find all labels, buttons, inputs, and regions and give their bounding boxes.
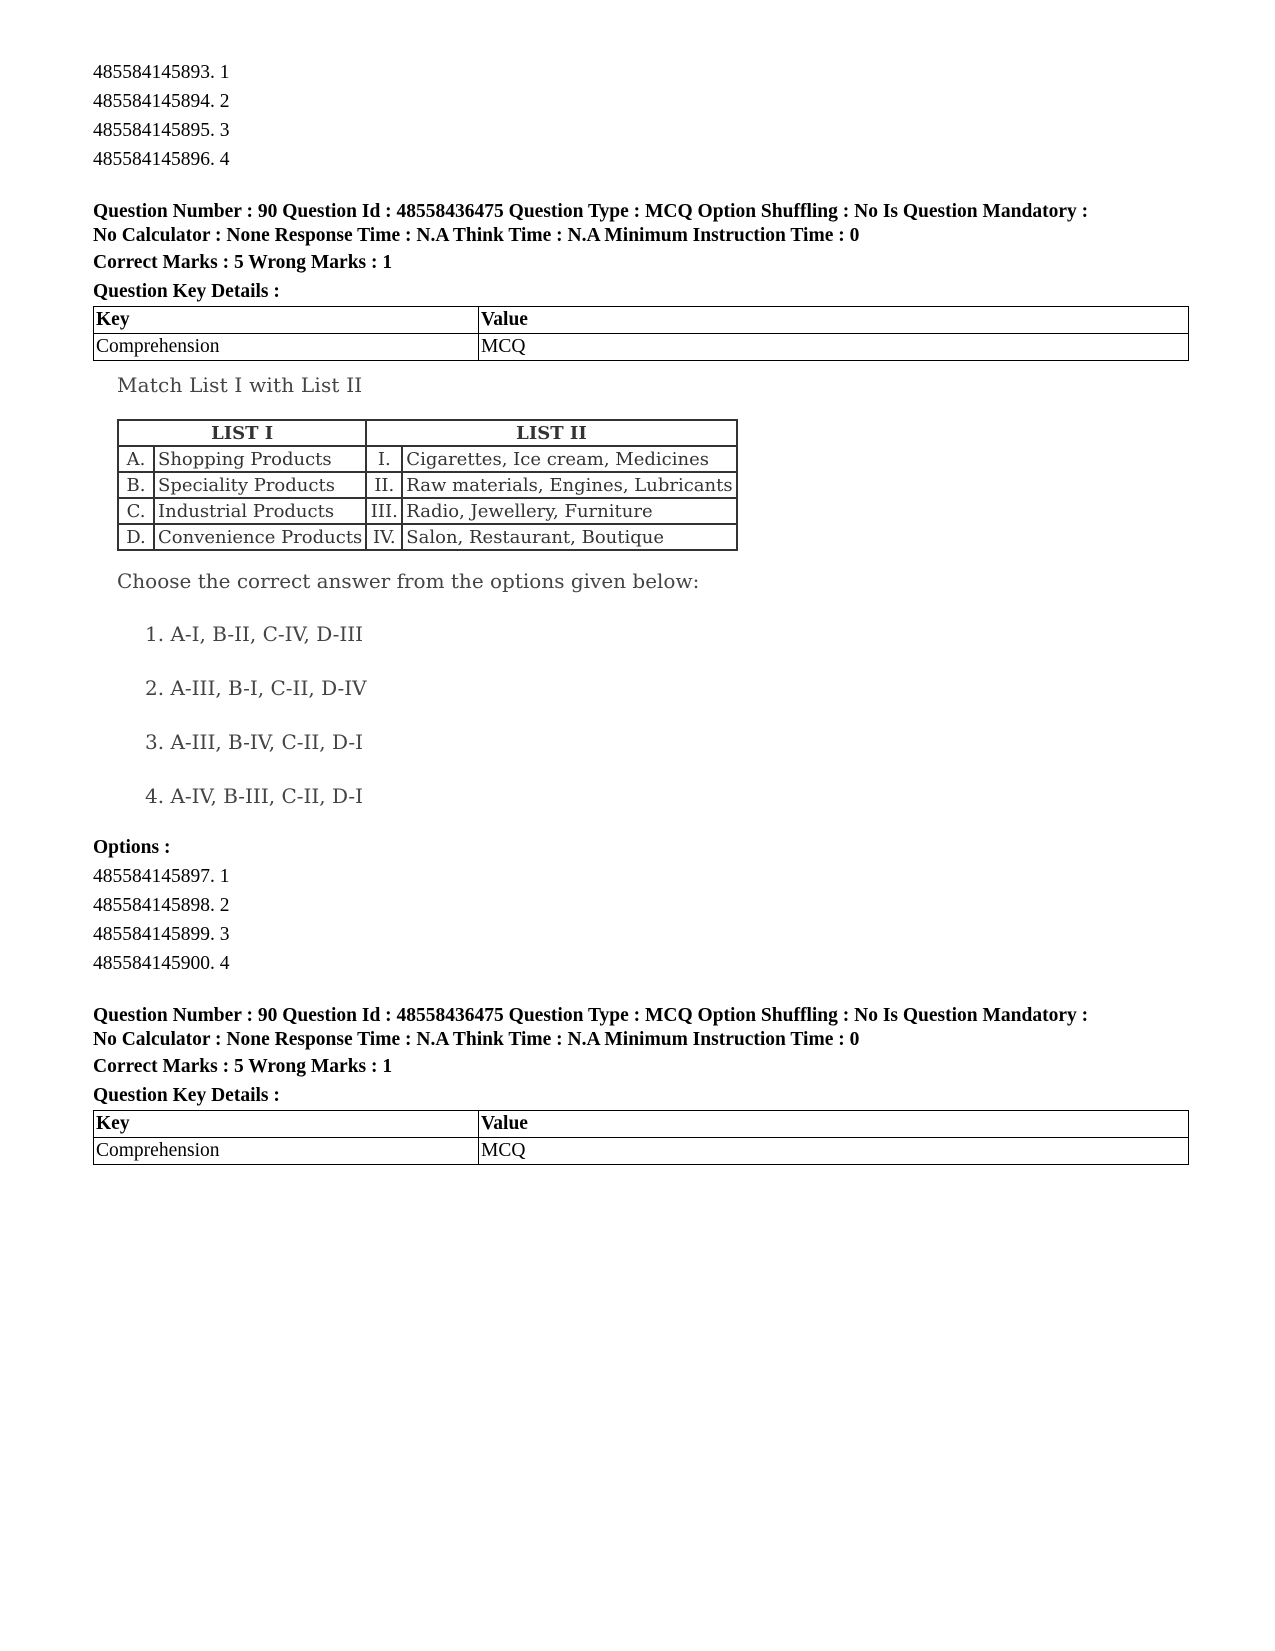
list1-letter: D.: [118, 524, 154, 550]
key-cell: Comprehension: [94, 334, 479, 361]
option-item: 485584145896. 4: [93, 149, 230, 170]
table-row: [118, 498, 737, 524]
list2-item: Radio, Jewellery, Furniture: [402, 498, 736, 524]
option-item: 485584145895. 3: [93, 120, 230, 141]
list1-item: Industrial Products: [154, 498, 366, 524]
question-marks: Correct Marks : 5 Wrong Marks : 1: [93, 252, 393, 273]
options-list: [93, 862, 1183, 978]
answer-choice: 4. A-IV, B-III, C-II, D-I: [145, 784, 364, 808]
table-row: [118, 472, 737, 498]
option-item: 485584145899. 3: [93, 924, 230, 945]
key-cell: Comprehension: [94, 1138, 479, 1165]
question-image: [117, 373, 1183, 823]
choose-instruction: Choose the correct answer from the options given below:: [117, 569, 700, 593]
table-row: [94, 334, 1189, 361]
question-key-table: [93, 306, 1189, 361]
value-header-cell: Value: [479, 307, 1189, 334]
list2-item: Salon, Restaurant, Boutique: [402, 524, 736, 550]
answer-choice: 1. A-I, B-II, C-IV, D-III: [145, 622, 364, 646]
list2-header: LIST II: [366, 420, 736, 446]
question-header-line2: No Calculator : None Response Time : N.A Think Time : N.A Minimum Instruction Time : 0: [93, 225, 860, 246]
table-row: [118, 446, 737, 472]
question-key-details-label: Question Key Details :: [93, 281, 280, 302]
list1-item: Shopping Products: [154, 446, 366, 472]
question-header-line1: Question Number : 90 Question Id : 48558436475 Question Type : MCQ Option Shuffling : No Is Question Mandatory :: [93, 1005, 1089, 1026]
table-row: [118, 420, 737, 446]
question-header-line2: No Calculator : None Response Time : N.A Think Time : N.A Minimum Instruction Time : 0: [93, 1029, 860, 1050]
option-item: 485584145898. 2: [93, 895, 230, 916]
answer-choices: [117, 607, 1183, 823]
question-key-table: [93, 1110, 1189, 1165]
question-key-details-label: Question Key Details :: [93, 1085, 280, 1106]
key-header-cell: Key: [94, 1111, 479, 1138]
list2-item: Raw materials, Engines, Lubricants: [402, 472, 736, 498]
answer-choice: 2. A-III, B-I, C-II, D-IV: [145, 676, 367, 700]
table-row: [94, 1111, 1189, 1138]
list1-header: LIST I: [118, 420, 366, 446]
answer-choice: 3. A-III, B-IV, C-II, D-I: [145, 730, 364, 754]
list2-numeral: I.: [366, 446, 402, 472]
options-label: Options :: [93, 837, 171, 858]
list2-numeral: II.: [366, 472, 402, 498]
question-block: [93, 1004, 1183, 1165]
option-item: 485584145900. 4: [93, 953, 230, 974]
option-item: 485584145893. 1: [93, 62, 230, 83]
question-header-line1: Question Number : 90 Question Id : 48558436475 Question Type : MCQ Option Shuffling : No Is Question Mandatory :: [93, 201, 1089, 222]
question-intro: Match List I with List II: [117, 373, 363, 397]
list2-numeral: III.: [366, 498, 402, 524]
value-cell: MCQ: [479, 1138, 1189, 1165]
list1-item: Convenience Products: [154, 524, 366, 550]
document-page: [93, 58, 1183, 1165]
list2-item: Cigarettes, Ice cream, Medicines: [402, 446, 736, 472]
list1-letter: A.: [118, 446, 154, 472]
table-row: [94, 307, 1189, 334]
previous-options-list: [93, 58, 1183, 174]
match-lists-table: [117, 419, 738, 551]
table-row: [94, 1138, 1189, 1165]
list1-item: Speciality Products: [154, 472, 366, 498]
table-row: [118, 524, 737, 550]
question-block: [93, 200, 1183, 978]
option-item: 485584145897. 1: [93, 866, 230, 887]
value-header-cell: Value: [479, 1111, 1189, 1138]
list1-letter: C.: [118, 498, 154, 524]
list1-letter: B.: [118, 472, 154, 498]
key-header-cell: Key: [94, 307, 479, 334]
list2-numeral: IV.: [366, 524, 402, 550]
value-cell: MCQ: [479, 334, 1189, 361]
option-item: 485584145894. 2: [93, 91, 230, 112]
question-marks: Correct Marks : 5 Wrong Marks : 1: [93, 1056, 393, 1077]
